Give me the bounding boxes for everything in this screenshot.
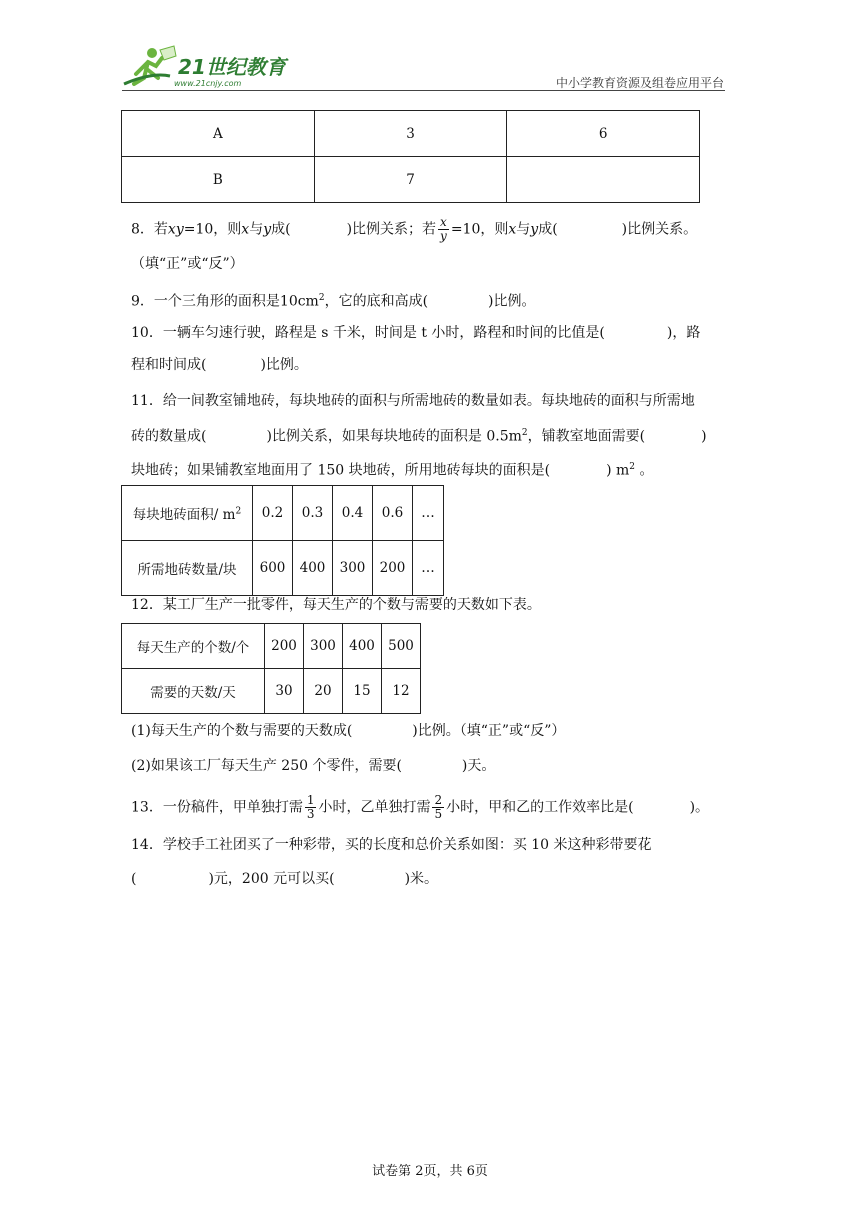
table-header-cell: 每天生产的个数/个 <box>122 624 265 669</box>
logo-text: 21世纪教育 <box>178 55 286 79</box>
question-14-line1: 14．学校手工社团买了一种彩带，买的长度和总价关系如图：买 10 米这种彩带要花 <box>131 837 652 853</box>
table-cell: 0.2 <box>253 486 293 541</box>
table-cell: A <box>122 111 315 157</box>
table-row <box>122 111 700 157</box>
table-header-cell: 所需地砖数量/块 <box>122 541 253 596</box>
table-cell: 200 <box>373 541 413 596</box>
table-cell: 300 <box>304 624 343 669</box>
table-cell: 500 <box>382 624 421 669</box>
header-divider <box>122 90 725 91</box>
question-13: 13．一份稿件，甲单独打需 $\frac{1}{3}$ 小时，乙单独打需 $\frac{2}{5}$ 小时，甲和乙的工作效率比是( )。 <box>131 793 710 821</box>
question-12-part2: (2)如果该工厂每天生产 250 个零件，需要( )天。 <box>131 758 496 774</box>
table-header-cell: 每块地砖面积/ $m^2$ <box>122 486 253 541</box>
table-cell: 6 <box>507 111 700 157</box>
table-cell: 7 <box>314 157 507 203</box>
fraction-x-over-y: $\frac{x}{y}$ <box>440 215 447 243</box>
table-cell: 600 <box>253 541 293 596</box>
table-cell: 400 <box>343 624 382 669</box>
table-header-cell: 需要的天数/天 <box>122 669 265 714</box>
fraction-one-third: $\frac{1}{3}$ <box>306 793 315 821</box>
table-row <box>122 669 421 714</box>
question-12-part1: (1)每天生产的个数与需要的天数成( )比例。（填“正”或“反”） <box>131 723 566 739</box>
answer-table <box>121 110 700 203</box>
question-10-line2: 程和时间成( )比例。 <box>131 357 308 373</box>
table-cell: … <box>413 541 444 596</box>
table-cell: 400 <box>293 541 333 596</box>
table-row <box>122 486 444 541</box>
question-14-line2: ( )元，200 元可以买( )米。 <box>131 871 439 887</box>
question-12: 12．某工厂生产一批零件，每天生产的个数与需要的天数如下表。 <box>131 597 541 613</box>
table-cell: 3 <box>314 111 507 157</box>
table-row <box>122 541 444 596</box>
table-cell: 12 <box>382 669 421 714</box>
table-cell: … <box>413 486 444 541</box>
platform-name: 中小学教育资源及组卷应用平台 <box>555 76 724 90</box>
table-cell: 15 <box>343 669 382 714</box>
table-cell <box>507 157 700 203</box>
question-10-line1: 10．一辆车匀速行驶，路程是 s 千米，时间是 t 小时，路程和时间的比值是( )，路 <box>131 325 701 341</box>
logo-url: www.21cnjy.com <box>174 79 242 88</box>
table-row <box>122 157 700 203</box>
page-footer: 试卷第 2页，共 6页 <box>372 1164 488 1179</box>
table-cell: 0.6 <box>373 486 413 541</box>
table-cell: 300 <box>333 541 373 596</box>
question-11-line3: 块地砖；如果铺教室地面用了 150 块地砖，所用地砖每块的面积是( ) $m^2$ 。 <box>131 462 654 479</box>
runner-icon <box>124 46 176 84</box>
table-row <box>122 624 421 669</box>
question-9: 9．一个三角形的面积是$10cm^2$，它的底和高成( )比例。 <box>131 293 536 310</box>
question-11-line2: 砖的数量成( )比例关系，如果每块地砖的面积是 $0.5m^2$，铺教室地面需要( ) <box>131 428 707 445</box>
production-table <box>121 623 421 714</box>
fraction-two-fifths: $\frac{2}{5}$ <box>434 793 443 821</box>
tile-table <box>121 485 444 596</box>
site-logo <box>122 44 292 90</box>
question-8-hint: （填“正”或“反”） <box>131 256 244 272</box>
table-cell: 0.4 <box>333 486 373 541</box>
table-cell: 200 <box>265 624 304 669</box>
table-cell: 20 <box>304 669 343 714</box>
question-8: 8．若xy=10，则x与y成( )比例关系；若 $\frac{x}{y}$ =10，则x与y成( )比例关系。 <box>131 215 698 243</box>
table-cell: 0.3 <box>293 486 333 541</box>
question-11-line1: 11．给一间教室铺地砖，每块地砖的面积与所需地砖的数量如表。每块地砖的面积与所需地 <box>131 393 695 409</box>
table-cell: B <box>122 157 315 203</box>
table-cell: 30 <box>265 669 304 714</box>
